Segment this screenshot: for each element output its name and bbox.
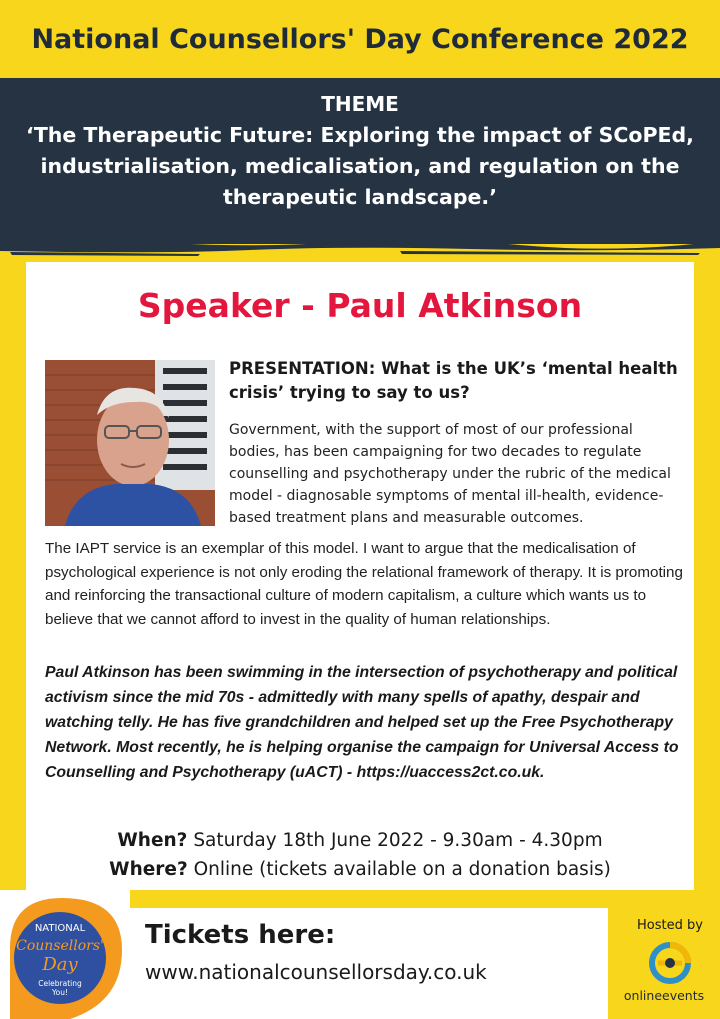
conference-title: National Counsellors' Day Conference 2022 xyxy=(31,23,689,55)
hosted-by-label: Hosted by xyxy=(637,918,703,933)
speaker-heading: Speaker - Paul Atkinson xyxy=(137,286,583,325)
logo-line-you: You! xyxy=(52,988,68,997)
tickets-url-link[interactable]: www.nationalcounsellorsday.co.uk xyxy=(145,960,487,984)
tickets-label: Tickets here: xyxy=(145,920,336,950)
national-counsellors-day-logo xyxy=(0,890,130,1019)
iapt-paragraph: The IAPT service is an exemplar of this model. I want to argue that the medicalisation of psychological experience is not only eroding the relational framework of therapy. It is promoting and reinforcing the transactional culture of modern capitalism, a culture which wants us to believe that we cannot afford to invest in the quality of human relationships. xyxy=(45,540,683,628)
logo-line-celebrating: Celebrating xyxy=(38,979,82,988)
logo-line-day: Day xyxy=(42,954,78,975)
where-label: Where? xyxy=(109,859,188,880)
theme-text: ‘The Therapeutic Future: Exploring the impact of SCoPEd, industrialisation, medicalisation, and regulation on the therapeutic landscape.’ xyxy=(26,123,694,209)
event-when xyxy=(26,830,694,851)
speaker-card xyxy=(26,262,694,890)
onlineevents-logo-icon xyxy=(644,940,696,986)
onlineevents-brand: onlineevents xyxy=(623,988,705,1003)
presentation-title: PRESENTATION: What is the UK’s ‘mental health crisis’ trying to say to us? xyxy=(229,359,678,402)
event-where xyxy=(26,859,694,880)
logo-line-counsellors: Counsellors' xyxy=(16,938,104,954)
presentation-body: Government, with the support of most of our professional bodies, has been campaigning for two decades to regulate counselling and psychotherapy under the rubric of the medical model - diagnosable symptoms of mental ill-health, evidence-based treatment plans and measurable outcomes. xyxy=(229,422,671,526)
brush-stroke-divider xyxy=(0,234,720,260)
speaker-bio: Paul Atkinson has been swimming in the intersection of psychotherapy and political activism since the mid 70s - admittedly with many spells of apathy, despair and watching telly. He has five grandchildren and helped set up the Free Psychotherapy Network. Most recently, he is helping organise the campaign for Universal Access to Counselling and Psychotherapy (uACT) - https://uaccess2ct.co.uk. xyxy=(45,664,679,781)
when-label: When? xyxy=(117,830,188,851)
theme-label: THEME xyxy=(321,92,399,116)
logo-line-national: NATIONAL xyxy=(34,923,86,934)
speaker-photo xyxy=(45,360,215,526)
theme-banner xyxy=(0,78,720,244)
when-value: Saturday 18th June 2022 - 9.30am - 4.30pm xyxy=(193,830,603,851)
where-value: Online (tickets available on a donation basis) xyxy=(193,859,611,880)
